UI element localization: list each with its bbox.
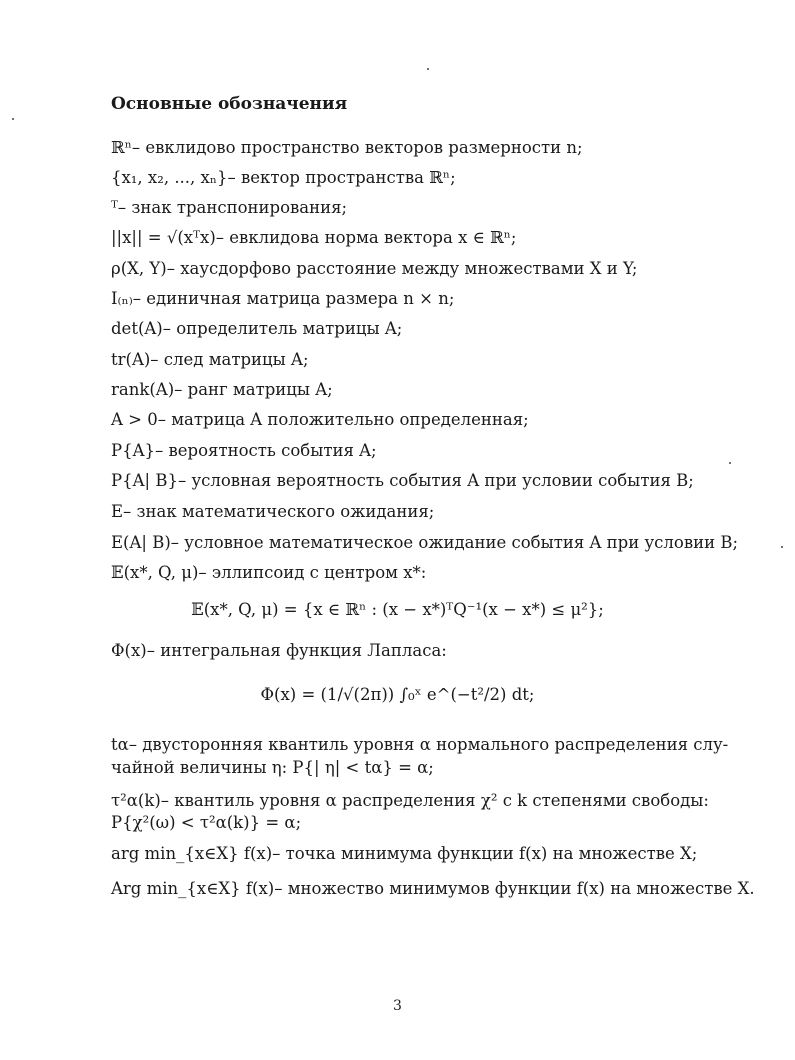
entry-cond-expectation: E(A| B)– условное математическое ожидание события A при условии B; (111, 533, 739, 552)
entry-ellipsoid: 𝔼(x*, Q, μ)– эллипсоид с центром x*: (111, 563, 427, 582)
entry-argmin: arg min_{x∈X} f(x)– точка минимума функции f(x) на множестве X; (111, 844, 698, 863)
entry-rank: rank(A)– ранг матрицы A; (111, 380, 333, 399)
entry-Argmin: Arg min_{x∈X} f(x)– множество минимумов функции f(x) на множестве X. (111, 879, 755, 898)
formula-laplace: Φ(x) = (1/√(2π)) ∫₀ˣ e^(−t²/2) dt; (260, 685, 535, 704)
entry-trace: tr(A)– след матрицы A; (111, 350, 309, 369)
entry-probability: P{A}– вероятность события A; (111, 441, 377, 460)
scan-speck (781, 546, 783, 548)
page-title: Основные обозначения (111, 94, 348, 114)
entry-transpose: ᵀ– знак транспонирования; (111, 198, 348, 217)
scan-speck (729, 462, 731, 464)
scan-speck (427, 68, 429, 70)
entry-quantile-t-line1: tα– двусторонняя квантиль уровня α нормального распределения слу- (111, 735, 729, 754)
entry-det: det(A)– определитель матрицы A; (111, 319, 403, 338)
entry-laplace: Φ(x)– интегральная функция Лапласа: (111, 641, 447, 660)
entry-quantile-t-line2: чайной величины η: P{| η| < tα} = α; (111, 758, 434, 777)
entry-quantile-chi-line1: τ²α(k)– квантиль уровня α распределения χ² с k степенями свободы: (111, 791, 709, 810)
entry-posdef: A > 0– матрица A положительно определенная; (111, 410, 529, 429)
entry-hausdorff: ρ(X, Y)– хаусдорфово расстояние между множествами X и Y; (111, 259, 638, 278)
entry-quantile-chi-line2: P{χ²(ω) < τ²α(k)} = α; (111, 813, 302, 832)
entry-expectation: E– знак математического ожидания; (111, 502, 435, 521)
page-number: 3 (393, 998, 402, 1014)
entry-norm: ||x|| = √(xᵀx)– евклидова норма вектора x ∈ ℝⁿ; (111, 228, 517, 247)
entry-cond-probability: P{A| B}– условная вероятность события A при условии события B; (111, 471, 694, 490)
entry-rn: ℝⁿ– евклидово пространство векторов размерности n; (111, 138, 583, 157)
formula-ellipsoid: 𝔼(x*, Q, μ) = {x ∈ ℝⁿ : (x − x*)ᵀQ⁻¹(x − x*) ≤ μ²}; (191, 600, 604, 619)
entry-vector: {x₁, x₂, ..., xₙ}– вектор пространства ℝⁿ; (111, 168, 456, 187)
entry-identity: I₍ₙ₎– единичная матрица размера n × n; (111, 289, 455, 308)
scan-speck (12, 118, 14, 120)
